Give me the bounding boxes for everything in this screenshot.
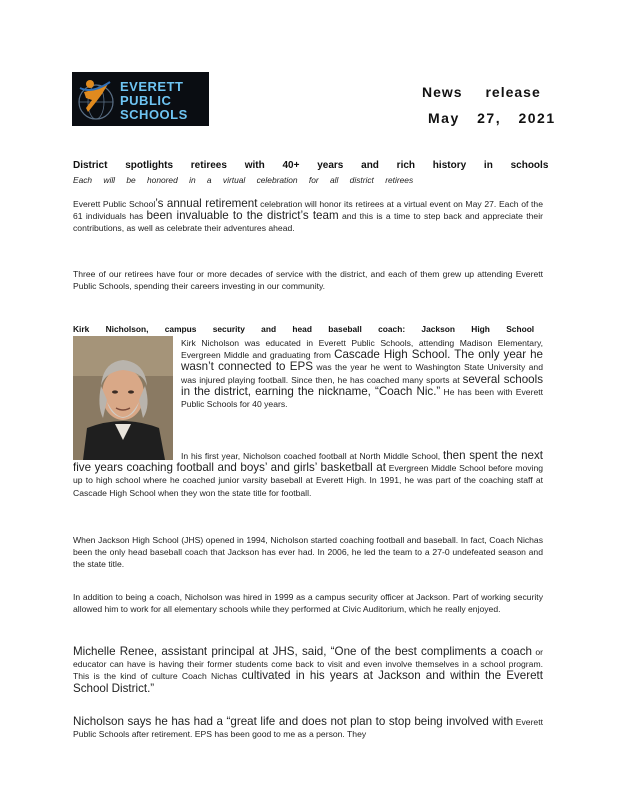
district-logo [72, 72, 209, 126]
jackson-paragraph: When Jackson High School (JHS) opened in 1994, Nicholson started coaching football and baseball. In fact, Coach Nichas been the only head baseball coach that Jackson has ever had. In 2006, he led the team to a 27-0 undefeated season and the state title. [73, 535, 543, 570]
intro-text-4: been invaluable to the district’s team [146, 209, 339, 223]
security-paragraph: In addition to being a coach, Nicholson was hired in 1999 as a campus security officer at Jackson. Part of working security allowed him to work for all elementary schools while they performed at Civic Auditorium, which he really enjoyed. [73, 592, 543, 615]
release-date: May 27, 2021 [428, 110, 556, 126]
kirk-coaching-paragraph [73, 450, 543, 499]
subheadline: Each will be honored in a virtual celebration for all district retirees [73, 175, 414, 185]
kirk-bio-text-4: several schools in the district, earning the nickname, “Coach Nic.” [181, 372, 544, 398]
kirk-bio-text-2: Cascade High School. The only year he wasn’t connected to EPS [181, 348, 543, 374]
intro-text-2: ’s annual retirement [155, 197, 258, 210]
intro-paragraph [73, 198, 543, 235]
kirk-coaching-text-3: Evergreen Middle School before moving up to high school where he coached junior varsity baseball at Everett High. In 1991, he was part of the coaching staff at Cascade High School when they won the state title for football. [73, 463, 544, 498]
kirk-bio-text-5: He has been with Everett Public Schools for 40 years. [181, 386, 543, 410]
kirk-coaching-text-1: In his first year, Nicholson coached football at North Middle School, [181, 451, 443, 461]
retirees-paragraph: Three of our retirees have four or more decades of service with the district, and each of them grew up attending Everett Public Schools, spending their careers investing in our community. [73, 269, 543, 292]
kirk-bio-paragraph [181, 337, 543, 410]
intro-text-3: celebration will honor its retirees at a virtual event on May 27. Each of the 61 individuals has [73, 199, 543, 222]
intro-text-5: and this is a time to step back and appreciate their contributions, as well as celebrate their adventures ahead. [73, 211, 543, 234]
renee-quote-text-1: Michelle Renee, assistant principal at JHS, said, “One of the best compliments a coach [73, 645, 532, 658]
closing-text-2: Everett Public Schools after retirement. EPS has been good to me as a person. They [73, 717, 543, 740]
profile-caption: Kirk Nicholson, campus security and head baseball coach: Jackson High School [73, 324, 535, 334]
renee-quote-paragraph [73, 646, 543, 695]
renee-quote-text-2: or educator can have is having their former students come back to visit and even involve themselves in a school program. This is the kind of culture Coach Nichas [73, 647, 543, 682]
kirk-bio-text-1: Kirk Nicholson was educated in Everett Public Schools, attending Madison Elementary, Evergreen Middle and graduating from [181, 338, 543, 361]
logo-text-line1: EVERETT [120, 79, 184, 94]
kirk-coaching-text-2: then spent the next five years coaching football and boys’ and girls’ basketball at [73, 449, 543, 475]
intro-text-1: Everett Public School [73, 199, 156, 209]
kirk-nicholson-photo [73, 336, 173, 460]
news-release-label: News release [422, 84, 541, 100]
renee-quote-text-3: cultivated in his years at Jackson and within the Everett School District.” [73, 669, 543, 695]
headline: District spotlights retirees with 40+ years and rich history in schools [73, 160, 549, 171]
closing-paragraph [73, 716, 543, 740]
logo-text-line2: PUBLIC [120, 93, 172, 108]
kirk-bio-text-3: was the year he went to Washington State University and was injured playing football. Since then, he has coached many sports at [181, 362, 543, 385]
closing-text-1: Nicholson says he has had a “great life and does not plan to stop being involved with [73, 715, 514, 728]
logo-text-line3: SCHOOLS [120, 107, 188, 122]
